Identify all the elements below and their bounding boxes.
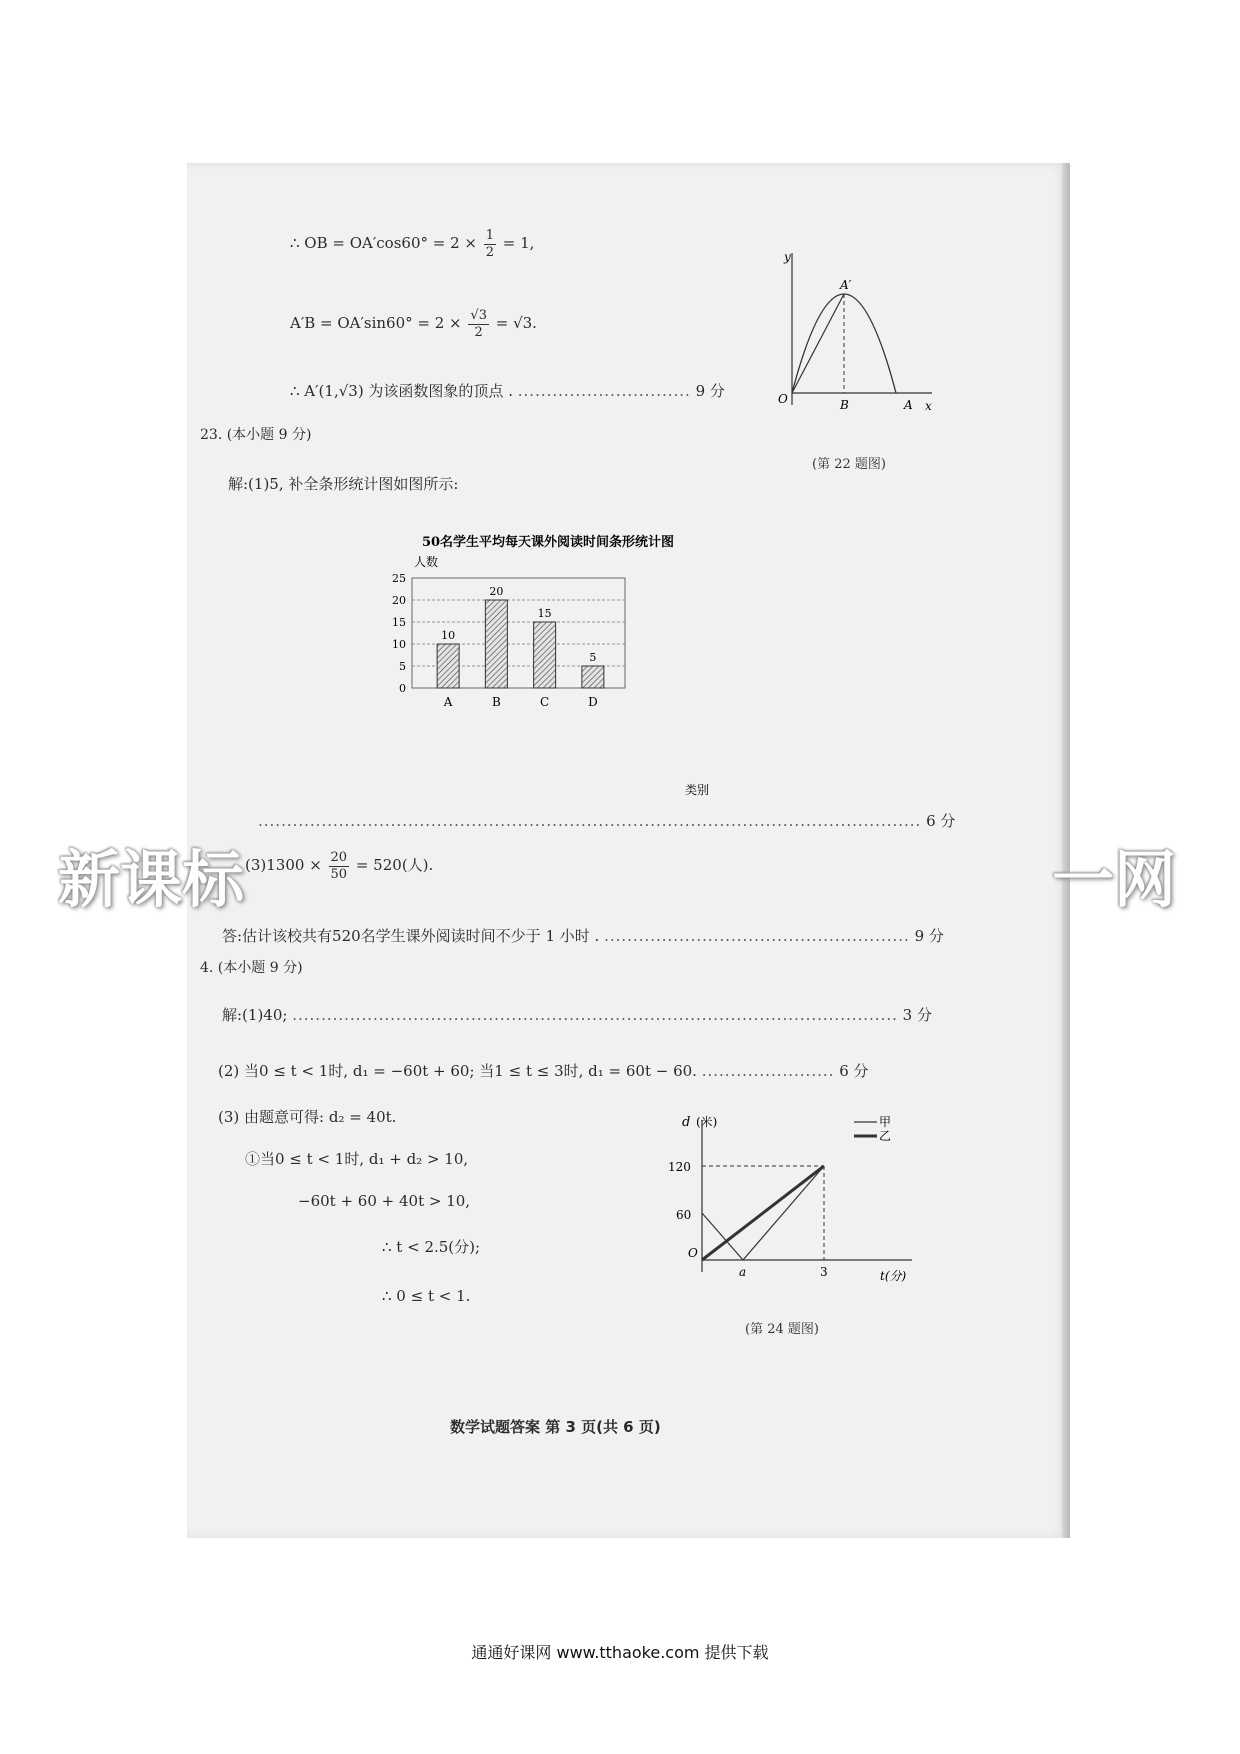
bar-A: [437, 644, 459, 688]
b-label: B: [840, 398, 849, 412]
q23-answer-line: [222, 927, 944, 945]
q22-score: 9 分: [695, 382, 725, 400]
chart-ylabel: 人数: [414, 555, 439, 569]
origin-label: O: [778, 392, 788, 406]
q23-part1-score-line: [258, 812, 955, 830]
x-category-label: C: [540, 695, 550, 709]
q23-part3: [245, 850, 433, 882]
fraction-numerator: √3: [470, 308, 487, 323]
q23-part3-end: = 520(人).: [351, 856, 434, 875]
fraction-denominator: 50: [330, 866, 348, 882]
fraction-denominator: 2: [485, 244, 495, 260]
bar-C: [534, 622, 556, 688]
q22-line1: [290, 228, 534, 260]
y-tick-label: 15: [392, 616, 406, 629]
chart-xlabel: 类别: [685, 783, 710, 797]
bar-data-label: 20: [489, 585, 504, 598]
q24-part3: (3) 由题意可得: d₂ = 40t.: [218, 1108, 397, 1126]
q22-line3: [290, 382, 725, 400]
q22-line2-end: = √3.: [490, 314, 537, 333]
q23-part3-prefix: (3)1300 ×: [245, 856, 327, 875]
q22-line2-text: A′B = OA′sin60° = 2 ×: [290, 314, 467, 333]
q24-part1: 解:(1)40;: [222, 1006, 288, 1024]
q24-figure: [668, 1100, 922, 1300]
y-tick-120: 120: [668, 1160, 691, 1174]
q24-header: 4. (本小题 9 分): [200, 960, 303, 976]
y-tick-label: 10: [392, 638, 406, 651]
chart-title: 50名学生平均每天课外阅读时间条形统计图: [421, 535, 675, 550]
page-footer: 数学试题答案 第 3 页(共 6 页): [450, 1418, 661, 1436]
q24-case1: ①当0 ≤ t < 1时, d₁ + d₂ > 10,: [245, 1150, 469, 1168]
watermark-right: 一网: [1052, 843, 1177, 916]
q24-part1-score: 3 分: [902, 1006, 932, 1024]
leader-dots: ..............................: [517, 382, 691, 400]
x-category-label: D: [588, 695, 598, 709]
q23-part3-fraction: [329, 850, 350, 882]
q22-line1-text: ∴ OB = OA′cos60° = 2 ×: [290, 234, 482, 253]
bar-data-label: 5: [589, 651, 597, 664]
x-tick-3: 3: [820, 1265, 828, 1279]
a-label: A: [904, 398, 913, 412]
y-tick-label: 5: [399, 660, 406, 673]
q24-part1-line: [222, 1006, 932, 1024]
q22-line1-fraction: [484, 228, 496, 260]
q22-figure-caption: (第 22 题图): [812, 457, 886, 472]
q24-step2: ∴ t < 2.5(分);: [382, 1238, 481, 1256]
fraction-numerator: 20: [330, 850, 348, 865]
t-label: t(分): [880, 1269, 907, 1283]
line-yi: [702, 1166, 824, 1260]
q24-step1: −60t + 60 + 40t > 10,: [298, 1192, 471, 1210]
q24-part2-line: [218, 1062, 869, 1080]
q23-header: 23. (本小题 9 分): [200, 427, 312, 443]
q22-figure: [762, 245, 942, 415]
q23-part1: 解:(1)5, 补全条形统计图如图所示:: [228, 475, 459, 493]
segment-oa-prime: [792, 294, 844, 393]
q23-answer-score: 9 分: [914, 927, 944, 945]
x-category-label: B: [491, 695, 501, 709]
bar-B: [485, 600, 507, 688]
x-category-label: A: [443, 695, 453, 709]
q22-line2-fraction: [468, 308, 489, 340]
q22-line2: [290, 308, 537, 340]
leader-dots: .......................: [701, 1062, 835, 1080]
q24-step3: ∴ 0 ≤ t < 1.: [382, 1287, 471, 1305]
a-tick: a: [739, 1265, 747, 1279]
site-footer: 通通好课网 www.tthaoke.com 提供下载: [471, 1643, 769, 1662]
q22-line3-text: ∴ A′(1,√3) 为该函数图象的顶点 .: [290, 382, 513, 400]
unit-label: (米): [696, 1115, 718, 1129]
q23-part1-score: 6 分: [926, 812, 956, 830]
origin-label: O: [688, 1246, 698, 1260]
bar-D: [582, 666, 604, 688]
fraction-numerator: 1: [485, 228, 495, 243]
y-tick-60: 60: [676, 1208, 692, 1222]
q24-part2: (2) 当0 ≤ t < 1时, d₁ = −60t + 60; 当1 ≤ t ≤ 3时, d₁ = 60t − 60.: [218, 1062, 697, 1080]
fraction-denominator: 2: [474, 324, 483, 340]
watermark-left: 新课标: [58, 843, 245, 916]
q22-line1-end: = 1,: [498, 234, 535, 253]
a-prime-label: A′: [840, 278, 852, 292]
bar-data-label: 10: [441, 629, 456, 642]
y-tick-label: 0: [399, 682, 406, 695]
bar-chart: [380, 528, 720, 798]
y-tick-label: 20: [392, 594, 406, 607]
leader-dots: .........................................................................................................: [292, 1006, 898, 1024]
y-label: y: [784, 250, 791, 264]
legend-yi: 乙: [879, 1129, 892, 1143]
x-label: x: [925, 399, 932, 413]
d-label: d: [682, 1115, 691, 1130]
bar-data-label: 15: [537, 607, 552, 620]
q24-figure-caption: (第 24 题图): [745, 1322, 819, 1337]
y-tick-label: 25: [392, 572, 406, 585]
q23-answer: 答:估计该校共有520名学生课外阅读时间不少于 1 小时 .: [222, 927, 600, 945]
leader-dots: ...................................................................................................................: [258, 812, 922, 830]
legend-jia: 甲: [879, 1115, 892, 1129]
leader-dots: .....................................................: [604, 927, 910, 945]
q24-part2-score: 6 分: [839, 1062, 869, 1080]
